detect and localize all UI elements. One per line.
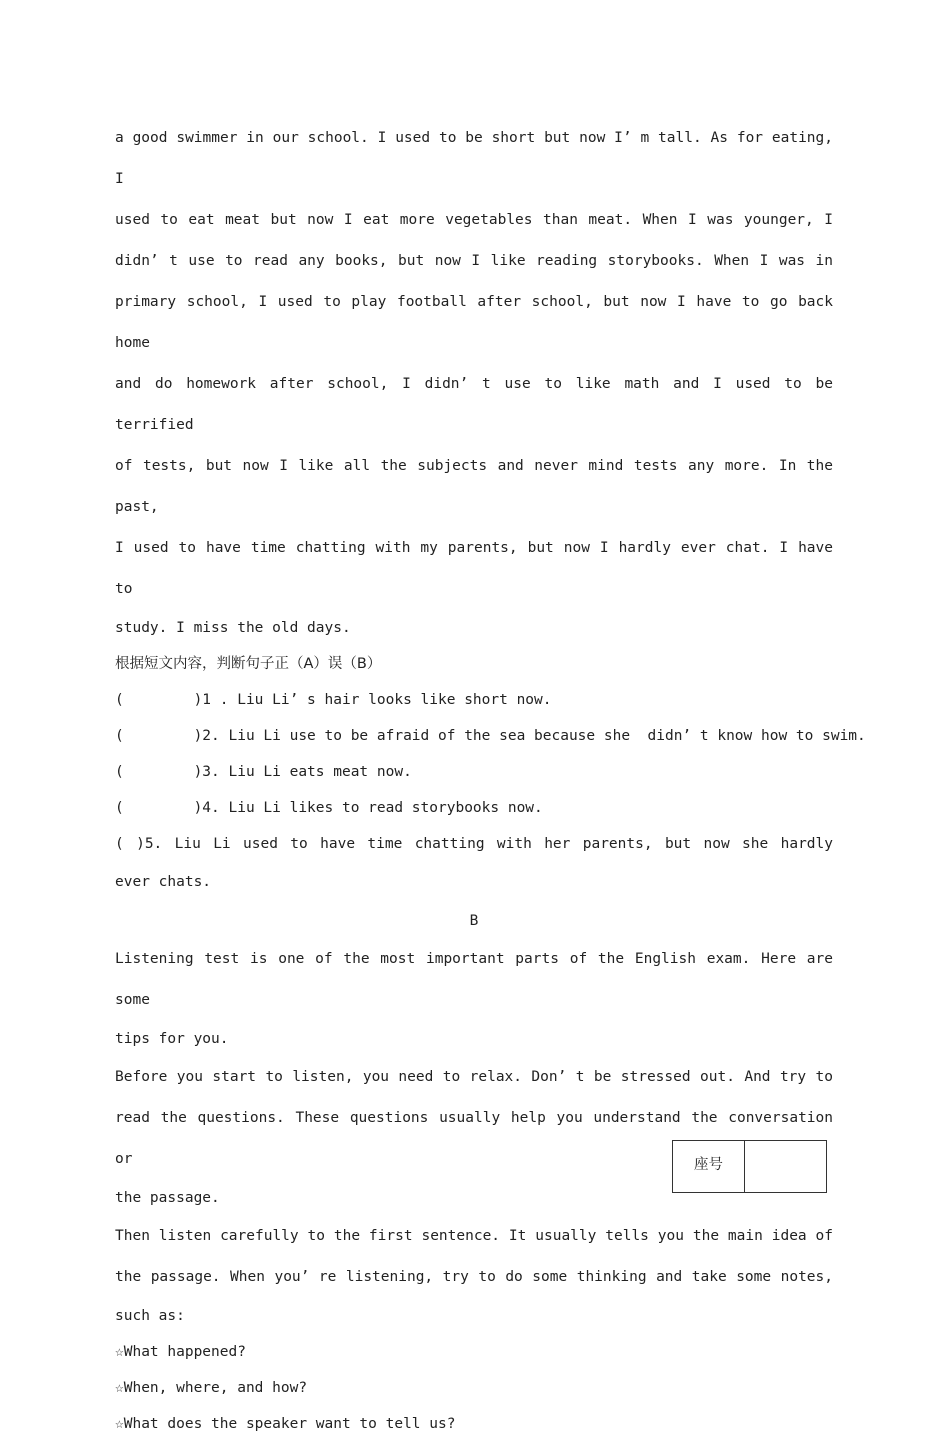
section-b-p3-line-2: the passage. When you’ re listening, try to do some thinking and take some notes, [115, 1269, 833, 1285]
section-b-paragraph-1 [115, 939, 833, 1057]
question-1: ( )1 . Liu Li’ s hair looks like short now. [115, 692, 552, 708]
bullet-item-1: ☆What happened? [115, 1344, 246, 1360]
passage-a-line-3: didn’ t use to read any books, but now I like reading storybooks. When I was in [115, 253, 833, 269]
section-b-p1-line-1: Listening test is one of the most important parts of the English exam. Here are some [115, 951, 833, 1008]
seat-number-box [672, 1140, 827, 1193]
question-3: ( )3. Liu Li eats meat now. [115, 764, 412, 780]
document-page [115, 118, 866, 1442]
section-b-p2-line-2: read the questions. These questions usually help you understand the conversation or [115, 1110, 833, 1167]
section-b-p3-line-3: such as: [115, 1308, 185, 1324]
section-b-p3-line-1: Then listen carefully to the first sentence. It usually tells you the main idea of [115, 1228, 833, 1244]
section-b-p2-line-1: Before you start to listen, you need to relax. Don’ t be stressed out. And try to [115, 1069, 833, 1085]
section-b-p1-line-2: tips for you. [115, 1031, 229, 1047]
seat-number-label: 座号 [673, 1141, 745, 1192]
passage-a-line-7: I used to have time chatting with my parents, but now I hardly ever chat. I have to [115, 540, 833, 597]
instruction-text: 根据短文内容，判断句子正（A）误（B） [115, 656, 382, 672]
question-2: ( )2. Liu Li use to be afraid of the sea because she didn’ t know how to swim. [115, 728, 866, 744]
passage-a-line-8: study. I miss the old days. [115, 620, 351, 636]
question-5-line-2: ever chats. [115, 874, 212, 890]
passage-a-line-5: and do homework after school, I didn’ t use to like math and I used to be terrified [115, 376, 833, 433]
passage-a-line-1: a good swimmer in our school. I used to be short but now I’ m tall. As for eating, I [115, 130, 833, 187]
question-list [115, 682, 866, 903]
question-5-line-1: ( )5. Liu Li used to have time chatting with her parents, but now she hardly [115, 836, 833, 852]
section-b-paragraph-3 [115, 1216, 833, 1334]
seat-number-field[interactable] [745, 1141, 826, 1192]
section-b-heading: B [469, 913, 479, 929]
passage-a [115, 118, 833, 646]
passage-a-line-6: of tests, but now I like all the subjects and never mind tests any more. In the past, [115, 458, 833, 515]
question-4: ( )4. Liu Li likes to read storybooks now. [115, 800, 543, 816]
bullet-item-3: ☆What does the speaker want to tell us? [115, 1416, 456, 1432]
passage-a-line-4: primary school, I used to play football after school, but now I have to go back home [115, 294, 833, 351]
section-b-p2-line-3: the passage. [115, 1190, 220, 1206]
bullet-item-2: ☆When, where, and how? [115, 1380, 308, 1396]
passage-a-line-2: used to eat meat but now I eat more vegetables than meat. When I was younger, I [115, 212, 833, 228]
section-b-bullets [115, 1334, 833, 1442]
